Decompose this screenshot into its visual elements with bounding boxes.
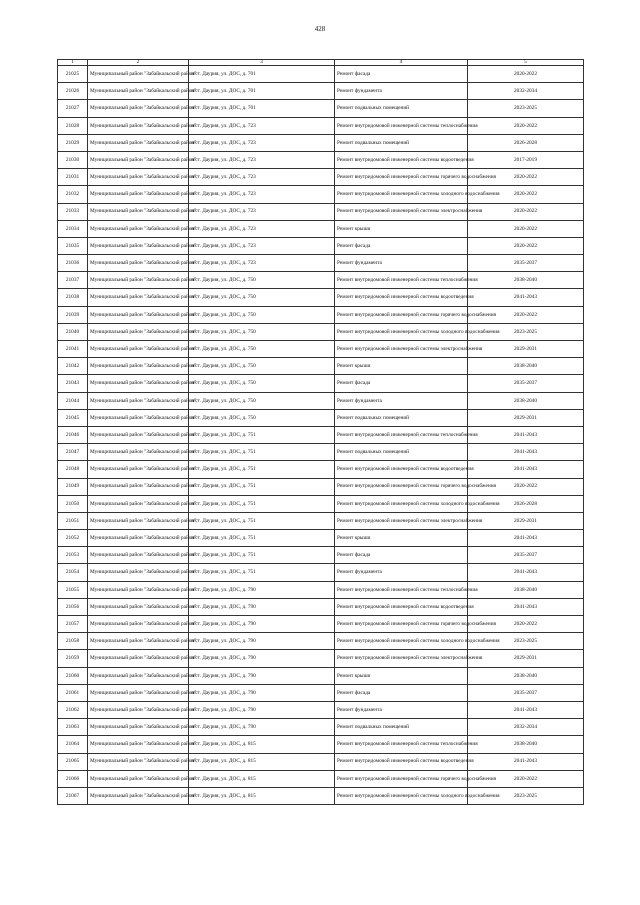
municipality-cell: Муниципальный район "Забайкальский район" xyxy=(88,289,189,306)
address-cell: п/ст. Даурия, ул. ДОС, д. 790 xyxy=(189,616,335,633)
work-type-cell: Ремонт внутридомовой инженерной системы электроснабжения xyxy=(335,512,468,529)
column-header: 2 xyxy=(88,60,189,66)
table-row xyxy=(58,650,584,667)
table-row xyxy=(58,770,584,787)
municipality-cell: Муниципальный район "Забайкальский район" xyxy=(88,616,189,633)
work-type-cell: Ремонт внутридомовой инженерной системы водоотведения xyxy=(335,461,468,478)
table-row xyxy=(58,667,584,684)
period-cell: 2020-2022 xyxy=(468,306,584,323)
row-number: 21066 xyxy=(58,770,88,787)
table-row xyxy=(58,530,584,547)
municipality-cell: Муниципальный район "Забайкальский район" xyxy=(88,83,189,100)
municipality-cell: Муниципальный район "Забайкальский район" xyxy=(88,151,189,168)
row-number: 21028 xyxy=(58,117,88,134)
period-cell: 2020-2022 xyxy=(468,203,584,220)
work-type-cell: Ремонт внутридомовой инженерной системы электроснабжения xyxy=(335,650,468,667)
row-number: 21059 xyxy=(58,650,88,667)
work-type-cell: Ремонт фундамента xyxy=(335,392,468,409)
address-cell: п/ст. Даурия, ул. ДОС, д. 723 xyxy=(189,255,335,272)
column-header: 1 xyxy=(58,60,88,66)
period-cell: 2020-2022 xyxy=(468,169,584,186)
period-cell: 2038-2040 xyxy=(468,667,584,684)
work-type-cell: Ремонт внутридомовой инженерной системы электроснабжения xyxy=(335,341,468,358)
address-cell: п/ст. Даурия, ул. ДОС, д. 723 xyxy=(189,203,335,220)
work-type-cell: Ремонт внутридомовой инженерной системы теплоснабжения xyxy=(335,736,468,753)
address-cell: п/ст. Даурия, ул. ДОС, д. 751 xyxy=(189,547,335,564)
row-number: 21047 xyxy=(58,444,88,461)
table-row xyxy=(58,495,584,512)
row-number: 21026 xyxy=(58,83,88,100)
address-cell: п/ст. Даурия, ул. ДОС, д. 723 xyxy=(189,186,335,203)
row-number: 21054 xyxy=(58,564,88,581)
period-cell: 2023-2025 xyxy=(468,633,584,650)
period-cell: 2023-2025 xyxy=(468,323,584,340)
address-cell: п/ст. Даурия, ул. ДОС, д. 750 xyxy=(189,306,335,323)
work-type-cell: Ремонт подвальных помещений xyxy=(335,444,468,461)
page-number: 428 xyxy=(314,25,326,33)
municipality-cell: Муниципальный район "Забайкальский район" xyxy=(88,237,189,254)
address-cell: п/ст. Даурия, ул. ДОС, д. 815 xyxy=(189,736,335,753)
address-cell: п/ст. Даурия, ул. ДОС, д. 815 xyxy=(189,753,335,770)
period-cell: 2020-2022 xyxy=(468,186,584,203)
address-cell: п/ст. Даурия, ул. ДОС, д. 751 xyxy=(189,478,335,495)
work-type-cell: Ремонт фасада xyxy=(335,66,468,83)
municipality-cell: Муниципальный район "Забайкальский район" xyxy=(88,633,189,650)
row-number: 21064 xyxy=(58,736,88,753)
work-type-cell: Ремонт фасада xyxy=(335,547,468,564)
municipality-cell: Муниципальный район "Забайкальский район" xyxy=(88,667,189,684)
address-cell: п/ст. Даурия, ул. ДОС, д. 701 xyxy=(189,66,335,83)
municipality-cell: Муниципальный район "Забайкальский район" xyxy=(88,512,189,529)
municipality-cell: Муниципальный район "Забайкальский район" xyxy=(88,409,189,426)
municipality-cell: Муниципальный район "Забайкальский район" xyxy=(88,203,189,220)
table-row xyxy=(58,409,584,426)
row-number: 21044 xyxy=(58,392,88,409)
work-type-cell: Ремонт внутридомовой инженерной системы холодного водоснабжения xyxy=(335,495,468,512)
row-number: 21063 xyxy=(58,719,88,736)
column-header: 3 xyxy=(189,60,335,66)
address-cell: п/ст. Даурия, ул. ДОС, д. 751 xyxy=(189,426,335,443)
work-type-cell: Ремонт внутридомовой инженерной системы электроснабжения xyxy=(335,203,468,220)
period-cell: 2029-2031 xyxy=(468,512,584,529)
address-cell: п/ст. Даурия, ул. ДОС, д. 723 xyxy=(189,151,335,168)
period-cell: 2020-2022 xyxy=(468,616,584,633)
table-row xyxy=(58,375,584,392)
municipality-cell: Муниципальный район "Забайкальский район" xyxy=(88,272,189,289)
row-number: 21050 xyxy=(58,495,88,512)
address-cell: п/ст. Даурия, ул. ДОС, д. 723 xyxy=(189,237,335,254)
municipality-cell: Муниципальный район "Забайкальский район" xyxy=(88,547,189,564)
row-number: 21065 xyxy=(58,753,88,770)
municipality-cell: Муниципальный район "Забайкальский район" xyxy=(88,117,189,134)
work-type-cell: Ремонт внутридомовой инженерной системы водоотведения xyxy=(335,151,468,168)
work-type-cell: Ремонт внутридомовой инженерной системы холодного водоснабжения xyxy=(335,186,468,203)
row-number: 21058 xyxy=(58,633,88,650)
municipality-cell: Муниципальный район "Забайкальский район" xyxy=(88,358,189,375)
period-cell: 2023-2025 xyxy=(468,100,584,117)
work-type-cell: Ремонт внутридомовой инженерной системы водоотведения xyxy=(335,598,468,615)
period-cell: 2017-2019 xyxy=(468,151,584,168)
work-type-cell: Ремонт подвальных помещений xyxy=(335,100,468,117)
period-cell: 2032-2034 xyxy=(468,719,584,736)
address-cell: п/ст. Даурия, ул. ДОС, д. 790 xyxy=(189,701,335,718)
table-row xyxy=(58,581,584,598)
period-cell: 2038-2040 xyxy=(468,358,584,375)
address-cell: п/ст. Даурия, ул. ДОС, д. 723 xyxy=(189,117,335,134)
row-number: 21048 xyxy=(58,461,88,478)
municipality-cell: Муниципальный район "Забайкальский район" xyxy=(88,220,189,237)
work-type-cell: Ремонт крыши xyxy=(335,530,468,547)
work-type-cell: Ремонт крыши xyxy=(335,667,468,684)
work-type-cell: Ремонт фасада xyxy=(335,684,468,701)
row-number: 21042 xyxy=(58,358,88,375)
address-cell: п/ст. Даурия, ул. ДОС, д. 790 xyxy=(189,633,335,650)
period-cell: 2029-2031 xyxy=(468,409,584,426)
table-row xyxy=(58,461,584,478)
address-cell: п/ст. Даурия, ул. ДОС, д. 750 xyxy=(189,272,335,289)
period-cell: 2041-2043 xyxy=(468,530,584,547)
municipality-cell: Муниципальный район "Забайкальский район" xyxy=(88,461,189,478)
repair-schedule-table xyxy=(57,59,584,805)
municipality-cell: Муниципальный район "Забайкальский район" xyxy=(88,736,189,753)
municipality-cell: Муниципальный район "Забайкальский район" xyxy=(88,255,189,272)
table-row xyxy=(58,151,584,168)
address-cell: п/ст. Даурия, ул. ДОС, д. 750 xyxy=(189,375,335,392)
table-row xyxy=(58,289,584,306)
table-row xyxy=(58,169,584,186)
table-row xyxy=(58,255,584,272)
row-number: 21061 xyxy=(58,684,88,701)
work-type-cell: Ремонт внутридомовой инженерной системы теплоснабжения xyxy=(335,581,468,598)
address-cell: п/ст. Даурия, ул. ДОС, д. 750 xyxy=(189,358,335,375)
address-cell: п/ст. Даурия, ул. ДОС, д. 790 xyxy=(189,667,335,684)
municipality-cell: Муниципальный район "Забайкальский район" xyxy=(88,444,189,461)
period-cell: 2038-2040 xyxy=(468,736,584,753)
address-cell: п/ст. Даурия, ул. ДОС, д. 815 xyxy=(189,770,335,787)
row-number: 21031 xyxy=(58,169,88,186)
address-cell: п/ст. Даурия, ул. ДОС, д. 723 xyxy=(189,220,335,237)
address-cell: п/ст. Даурия, ул. ДОС, д. 750 xyxy=(189,323,335,340)
work-type-cell: Ремонт внутридомовой инженерной системы горячего водоснабжения xyxy=(335,306,468,323)
work-type-cell: Ремонт внутридомовой инженерной системы горячего водоснабжения xyxy=(335,770,468,787)
period-cell: 2041-2043 xyxy=(468,701,584,718)
address-cell: п/ст. Даурия, ул. ДОС, д. 750 xyxy=(189,341,335,358)
row-number: 21040 xyxy=(58,323,88,340)
row-number: 21025 xyxy=(58,66,88,83)
work-type-cell: Ремонт внутридомовой инженерной системы горячего водоснабжения xyxy=(335,169,468,186)
period-cell: 2020-2022 xyxy=(468,220,584,237)
period-cell: 2041-2043 xyxy=(468,444,584,461)
work-type-cell: Ремонт подвальных помещений xyxy=(335,134,468,151)
address-cell: п/ст. Даурия, ул. ДОС, д. 790 xyxy=(189,719,335,736)
work-type-cell: Ремонт фундамента xyxy=(335,701,468,718)
address-cell: п/ст. Даурия, ул. ДОС, д. 790 xyxy=(189,650,335,667)
table-row xyxy=(58,358,584,375)
work-type-cell: Ремонт подвальных помещений xyxy=(335,409,468,426)
row-number: 21034 xyxy=(58,220,88,237)
table-row xyxy=(58,100,584,117)
municipality-cell: Муниципальный район "Забайкальский район" xyxy=(88,426,189,443)
table-row xyxy=(58,719,584,736)
table-row xyxy=(58,598,584,615)
row-number: 21039 xyxy=(58,306,88,323)
municipality-cell: Муниципальный район "Забайкальский район" xyxy=(88,598,189,615)
table-row xyxy=(58,633,584,650)
address-cell: п/ст. Даурия, ул. ДОС, д. 815 xyxy=(189,787,335,804)
row-number: 21029 xyxy=(58,134,88,151)
work-type-cell: Ремонт внутридомовой инженерной системы холодного водоснабжения xyxy=(335,787,468,804)
row-number: 21049 xyxy=(58,478,88,495)
period-cell: 2029-2031 xyxy=(468,650,584,667)
row-number: 21032 xyxy=(58,186,88,203)
work-type-cell: Ремонт внутридомовой инженерной системы горячего водоснабжения xyxy=(335,478,468,495)
municipality-cell: Муниципальный район "Забайкальский район" xyxy=(88,306,189,323)
table-row xyxy=(58,753,584,770)
period-cell: 2020-2022 xyxy=(468,770,584,787)
period-cell: 2038-2040 xyxy=(468,272,584,289)
period-cell: 2035-2037 xyxy=(468,547,584,564)
table-row xyxy=(58,564,584,581)
work-type-cell: Ремонт фундамента xyxy=(335,564,468,581)
table-row xyxy=(58,272,584,289)
period-cell: 2029-2031 xyxy=(468,341,584,358)
municipality-cell: Муниципальный район "Забайкальский район" xyxy=(88,495,189,512)
row-number: 21037 xyxy=(58,272,88,289)
municipality-cell: Муниципальный район "Забайкальский район" xyxy=(88,719,189,736)
municipality-cell: Муниципальный район "Забайкальский район" xyxy=(88,169,189,186)
period-cell: 2041-2043 xyxy=(468,426,584,443)
work-type-cell: Ремонт крыши xyxy=(335,220,468,237)
table-row xyxy=(58,237,584,254)
row-number: 21056 xyxy=(58,598,88,615)
table-row xyxy=(58,323,584,340)
table-row xyxy=(58,787,584,804)
table-row xyxy=(58,684,584,701)
period-cell: 2041-2043 xyxy=(468,289,584,306)
work-type-cell: Ремонт внутридомовой инженерной системы холодного водоснабжения xyxy=(335,633,468,650)
municipality-cell: Муниципальный район "Забайкальский район" xyxy=(88,66,189,83)
address-cell: п/ст. Даурия, ул. ДОС, д. 701 xyxy=(189,100,335,117)
row-number: 21041 xyxy=(58,341,88,358)
table-row xyxy=(58,220,584,237)
period-cell: 2023-2025 xyxy=(468,787,584,804)
work-type-cell: Ремонт внутридомовой инженерной системы водоотведения xyxy=(335,289,468,306)
row-number: 21051 xyxy=(58,512,88,529)
period-cell: 2026-2028 xyxy=(468,134,584,151)
municipality-cell: Муниципальный район "Забайкальский район" xyxy=(88,392,189,409)
municipality-cell: Муниципальный район "Забайкальский район" xyxy=(88,478,189,495)
municipality-cell: Муниципальный район "Забайкальский район" xyxy=(88,134,189,151)
address-cell: п/ст. Даурия, ул. ДОС, д. 790 xyxy=(189,684,335,701)
row-number: 21038 xyxy=(58,289,88,306)
table-row xyxy=(58,444,584,461)
table-row xyxy=(58,701,584,718)
address-cell: п/ст. Даурия, ул. ДОС, д. 751 xyxy=(189,530,335,547)
row-number: 21055 xyxy=(58,581,88,598)
row-number: 21057 xyxy=(58,616,88,633)
row-number: 21045 xyxy=(58,409,88,426)
municipality-cell: Муниципальный район "Забайкальский район" xyxy=(88,770,189,787)
period-cell: 2035-2037 xyxy=(468,684,584,701)
work-type-cell: Ремонт внутридомовой инженерной системы теплоснабжения xyxy=(335,117,468,134)
period-cell: 2020-2022 xyxy=(468,237,584,254)
table-row xyxy=(58,134,584,151)
work-type-cell: Ремонт внутридомовой инженерной системы горячего водоснабжения xyxy=(335,616,468,633)
table-body xyxy=(58,66,584,805)
municipality-cell: Муниципальный район "Забайкальский район" xyxy=(88,581,189,598)
period-cell: 2026-2028 xyxy=(468,495,584,512)
address-cell: п/ст. Даурия, ул. ДОС, д. 750 xyxy=(189,289,335,306)
address-cell: п/ст. Даурия, ул. ДОС, д. 701 xyxy=(189,83,335,100)
municipality-cell: Муниципальный район "Забайкальский район" xyxy=(88,564,189,581)
address-cell: п/ст. Даурия, ул. ДОС, д. 723 xyxy=(189,134,335,151)
municipality-cell: Муниципальный район "Забайкальский район" xyxy=(88,100,189,117)
address-cell: п/ст. Даурия, ул. ДОС, д. 751 xyxy=(189,461,335,478)
row-number: 21035 xyxy=(58,237,88,254)
table-row xyxy=(58,203,584,220)
municipality-cell: Муниципальный район "Забайкальский район" xyxy=(88,375,189,392)
period-cell: 2035-2037 xyxy=(468,255,584,272)
work-type-cell: Ремонт фундамента xyxy=(335,255,468,272)
table-row xyxy=(58,512,584,529)
table-row xyxy=(58,306,584,323)
table-row xyxy=(58,616,584,633)
table-row xyxy=(58,478,584,495)
work-type-cell: Ремонт внутридомовой инженерной системы теплоснабжения xyxy=(335,272,468,289)
work-type-cell: Ремонт внутридомовой инженерной системы теплоснабжения xyxy=(335,426,468,443)
row-number: 21062 xyxy=(58,701,88,718)
address-cell: п/ст. Даурия, ул. ДОС, д. 750 xyxy=(189,392,335,409)
table-row xyxy=(58,186,584,203)
table-row xyxy=(58,547,584,564)
address-cell: п/ст. Даурия, ул. ДОС, д. 751 xyxy=(189,512,335,529)
address-cell: п/ст. Даурия, ул. ДОС, д. 750 xyxy=(189,409,335,426)
municipality-cell: Муниципальный район "Забайкальский район" xyxy=(88,186,189,203)
municipality-cell: Муниципальный район "Забайкальский район" xyxy=(88,787,189,804)
municipality-cell: Муниципальный район "Забайкальский район" xyxy=(88,753,189,770)
row-number: 21036 xyxy=(58,255,88,272)
work-type-cell: Ремонт подвальных помещений xyxy=(335,719,468,736)
period-cell: 2020-2022 xyxy=(468,117,584,134)
address-cell: п/ст. Даурия, ул. ДОС, д. 751 xyxy=(189,444,335,461)
period-cell: 2041-2043 xyxy=(468,753,584,770)
table-row xyxy=(58,736,584,753)
period-cell: 2038-2040 xyxy=(468,581,584,598)
municipality-cell: Муниципальный район "Забайкальский район" xyxy=(88,530,189,547)
row-number: 21046 xyxy=(58,426,88,443)
table-row xyxy=(58,341,584,358)
period-cell: 2038-2040 xyxy=(468,392,584,409)
period-cell: 2041-2043 xyxy=(468,598,584,615)
work-type-cell: Ремонт фасада xyxy=(335,375,468,392)
address-cell: п/ст. Даурия, ул. ДОС, д. 790 xyxy=(189,598,335,615)
period-cell: 2035-2037 xyxy=(468,375,584,392)
period-cell: 2032-2034 xyxy=(468,83,584,100)
work-type-cell: Ремонт внутридомовой инженерной системы холодного водоснабжения xyxy=(335,323,468,340)
address-cell: п/ст. Даурия, ул. ДОС, д. 790 xyxy=(189,581,335,598)
row-number: 21052 xyxy=(58,530,88,547)
row-number: 21067 xyxy=(58,787,88,804)
work-type-cell: Ремонт крыши xyxy=(335,358,468,375)
period-cell: 2020-2022 xyxy=(468,478,584,495)
period-cell: 2041-2043 xyxy=(468,461,584,478)
column-header: 5 xyxy=(468,60,584,66)
table-row xyxy=(58,392,584,409)
row-number: 21030 xyxy=(58,151,88,168)
period-cell: 2041-2043 xyxy=(468,564,584,581)
row-number: 21033 xyxy=(58,203,88,220)
table-row xyxy=(58,117,584,134)
work-type-cell: Ремонт фундамента xyxy=(335,83,468,100)
table-row xyxy=(58,66,584,83)
municipality-cell: Муниципальный район "Забайкальский район" xyxy=(88,341,189,358)
row-number: 21043 xyxy=(58,375,88,392)
municipality-cell: Муниципальный район "Забайкальский район" xyxy=(88,650,189,667)
row-number: 21060 xyxy=(58,667,88,684)
table-row xyxy=(58,83,584,100)
address-cell: п/ст. Даурия, ул. ДОС, д. 751 xyxy=(189,564,335,581)
municipality-cell: Муниципальный район "Забайкальский район" xyxy=(88,701,189,718)
row-number: 21027 xyxy=(58,100,88,117)
work-type-cell: Ремонт фасада xyxy=(335,237,468,254)
municipality-cell: Муниципальный район "Забайкальский район" xyxy=(88,323,189,340)
period-cell: 2020-2022 xyxy=(468,66,584,83)
table-row xyxy=(58,426,584,443)
municipality-cell: Муниципальный район "Забайкальский район" xyxy=(88,684,189,701)
address-cell: п/ст. Даурия, ул. ДОС, д. 751 xyxy=(189,495,335,512)
row-number: 21053 xyxy=(58,547,88,564)
work-type-cell: Ремонт внутридомовой инженерной системы водоотведения xyxy=(335,753,468,770)
address-cell: п/ст. Даурия, ул. ДОС, д. 723 xyxy=(189,169,335,186)
column-header: 4 xyxy=(335,60,468,66)
